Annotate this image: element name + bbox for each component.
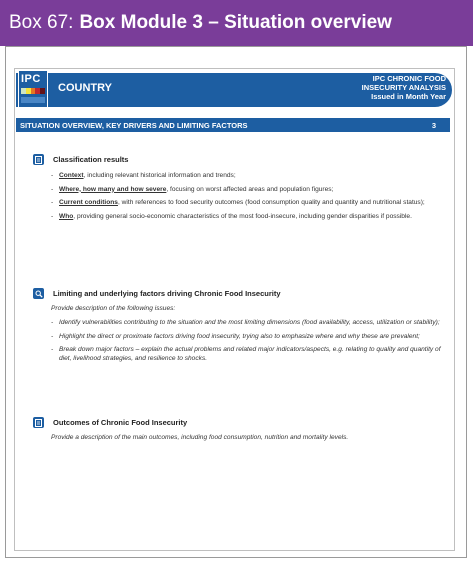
ipc-title-line-1: IPC CHRONIC FOOD [372,74,446,83]
list-item: - Identify vulnerabilities contributing to the situation and the most limiting dimensions (food availability, access, utilization or stability); [51,319,443,328]
outcomes-section [33,417,443,441]
classification-list [33,172,443,221]
ipc-analysis-title [362,74,446,101]
ipc-logo-band [21,97,45,103]
factors-list [33,319,443,363]
classification-heading: Classification results [53,155,129,164]
ipc-title-line-3: Issued in Month Year [371,92,446,101]
section-bar-label: SITUATION OVERVIEW, KEY DRIVERS AND LIMITING FACTORS [20,120,248,130]
factors-heading: Limiting and underlying factors driving Chronic Food Insecurity [53,289,281,298]
factors-section [33,288,443,368]
list-item: - Context, including relevant historical information and trends; [51,172,443,181]
section-bar-number: 3 [431,120,436,130]
box-number: Box 67: [9,12,74,33]
list-item: - Who, providing general socio-economic characteristics of the most food-insecure, including gender disparities if possible. [51,213,443,222]
document-icon [33,417,44,428]
list-item: - Break down major factors – explain the actual problems and related major indicators/aspects, e.g. relating to quality and quantity of diet, livelihood strategies, and resilience to shocks. [51,346,443,363]
ipc-title-line-2: INSECURITY ANALYSIS [361,83,446,92]
box-title: Box Module 3 – Situation overview [79,12,392,33]
outcomes-intro: Provide a description of the main outcomes, including food consumption, nutrition and mortality levels. [51,434,349,441]
list-item: - Where, how many and how severe, focusing on worst affected areas and population figures; [51,186,443,195]
ipc-logo [18,70,48,108]
magnifier-icon [33,288,44,299]
ipc-logo-text: IPC [21,73,41,85]
box-header [0,0,473,46]
list-item: - Current conditions, with references to food security outcomes (food consumption quality and quantity and nutritional status); [51,199,443,208]
classification-section [33,154,443,226]
country-name: COUNTRY [58,82,112,94]
section-bar [16,118,450,132]
ipc-logo-phase-colors [21,88,45,94]
outcomes-heading: Outcomes of Chronic Food Insecurity [53,418,188,427]
factors-intro: Provide description of the following issues: [51,305,176,312]
document-icon [33,154,44,165]
list-item: - Highlight the direct or proximate factors driving food insecurity, trying also to emphasize where and why these are prevalent; [51,333,443,342]
